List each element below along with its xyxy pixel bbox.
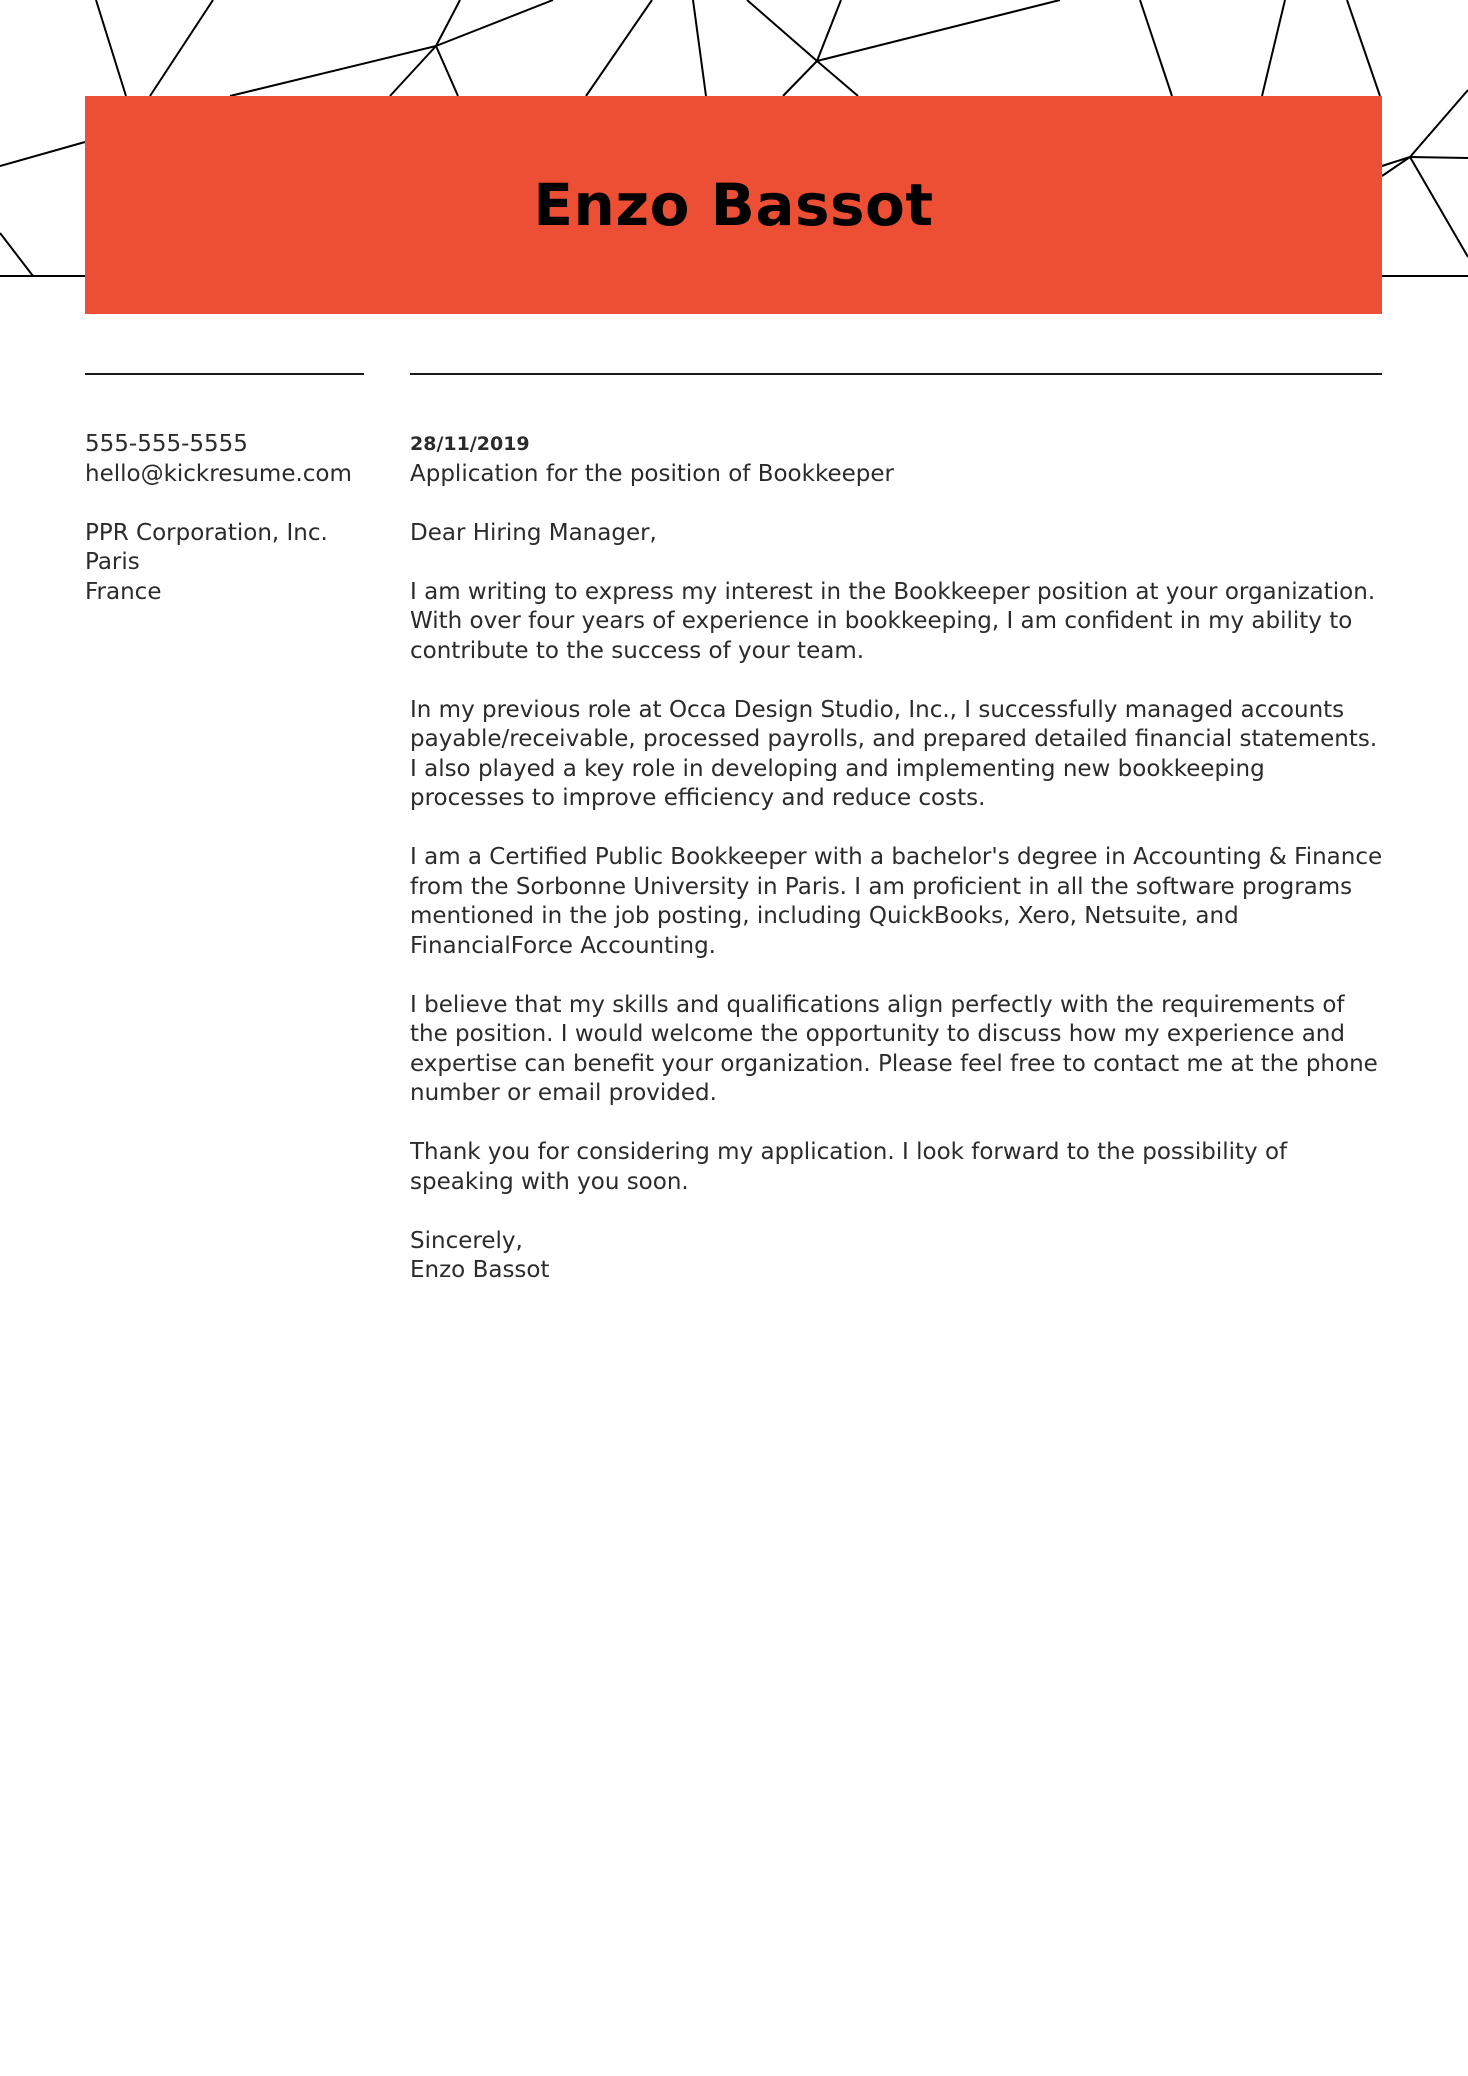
header-banner: [85, 96, 1382, 314]
letter-paragraph: I am writing to express my interest in the Bookkeeper position at your organization. With over four years of experience in bookkeeping, I am confident in my ability to contribute to the success of your team.: [410, 578, 1376, 664]
sidebar-divider: [85, 373, 364, 375]
letter-signoff: [410, 1227, 1385, 1286]
sidebar: [85, 430, 375, 607]
contact-email: hello@kickresume.com: [85, 460, 352, 487]
applicant-name: Enzo Bassot: [533, 171, 934, 239]
recipient-company: PPR Corporation, Inc.: [85, 519, 328, 546]
letter-paragraph: I believe that my skills and qualifications align perfectly with the requirements of the position. I would welcome the opportunity to discuss how my experience and expertise can benefit your organization. Please feel free to contact me at the phone number or email provided.: [410, 991, 1378, 1106]
letter-paragraph: I am a Certified Public Bookkeeper with a bachelor's degree in Accounting & Finance from the Sorbonne University in Paris. I am proficient in all the software programs mentioned in the job posting, including QuickBooks, Xero, Netsuite, and FinancialForce Accounting.: [410, 844, 1383, 959]
letter-closing: Sincerely,: [410, 1227, 523, 1254]
letter-subject: Application for the position of Bookkeeper: [410, 460, 894, 487]
letter-date: 28/11/2019: [410, 433, 530, 455]
spacer: [85, 489, 375, 519]
letter-salutation: Dear Hiring Manager,: [410, 519, 657, 546]
recipient-city: Paris: [85, 549, 140, 575]
letter-paragraph: Thank you for considering my application. I look forward to the possibility of speaking with you soon.: [410, 1139, 1288, 1195]
letter-signature: Enzo Bassot: [410, 1257, 550, 1283]
recipient-country: France: [85, 578, 162, 605]
letter-paragraph: In my previous role at Occa Design Studio, Inc., I successfully managed accounts payable/receivable, processed payrolls, and prepared detailed financial statements. I also played a key role in developing and implementing new bookkeeping processes to improve efficiency and reduce costs.: [410, 696, 1378, 811]
letter-body: [410, 430, 1385, 1286]
contact-phone: 555-555-5555: [85, 431, 248, 457]
letter-divider: [410, 373, 1382, 375]
